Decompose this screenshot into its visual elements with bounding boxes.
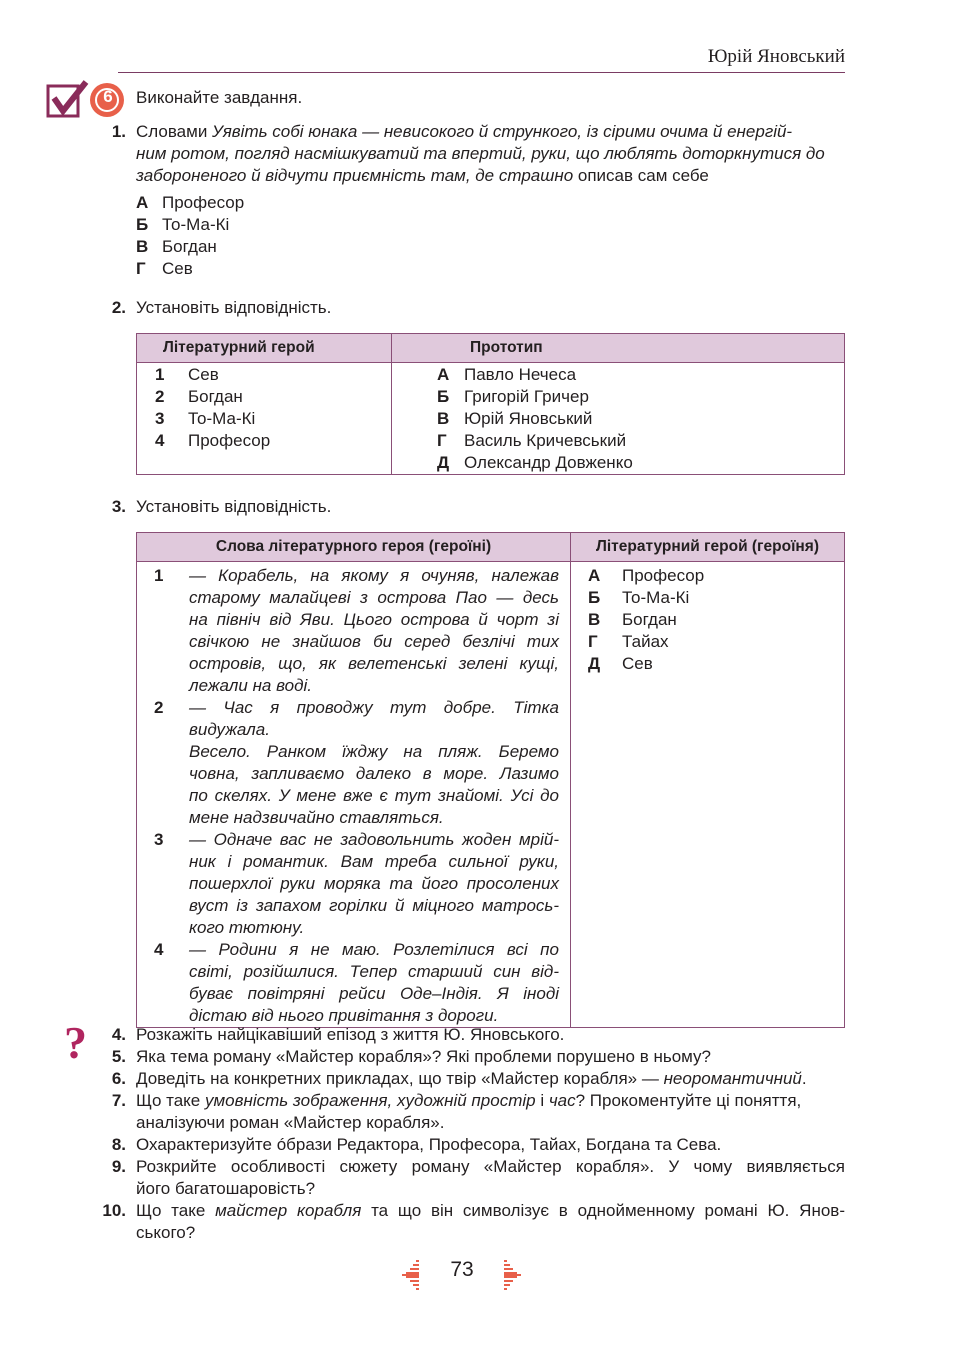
list-item: Б То-Ма-Кі (588, 588, 690, 607)
list-item: В Юрій Яновський (437, 409, 593, 428)
answer-option: А Професор (136, 193, 245, 212)
question-5: 5. Яка тема роману «Майстер корабля»? Які проблеми порушено в ньому? (111, 1047, 712, 1066)
question-number: 2. (111, 298, 126, 317)
running-header-author: Юрій Яновський (707, 46, 845, 67)
task-title: Виконайте завдання. (136, 88, 303, 107)
question-text: Установіть відповідність. (136, 497, 332, 516)
question-text: Словами (136, 122, 213, 141)
question-4: 4. Розкажіть найцікавіший епізод з життя Ю. Яновського. (111, 1025, 565, 1044)
question-9: 9. Розкрийте особливості сюжету роману «Майстер корабля». У чому виявляється його багатошаровість? (111, 1157, 845, 1198)
question-2 (96, 297, 845, 319)
list-item: Д Олександр Довженко (437, 453, 633, 472)
question-7: 7. Що таке умовність зображення, художній простір і час? Прокоментуйте ці поняття, аналізуючи роман «Майстер корабля». (111, 1091, 802, 1132)
column-header: Прототип (392, 334, 845, 363)
quote-text: ним ротом, погляд насмішкуватий та впертий, руки, що люблять доторкнутися до (136, 144, 825, 163)
heroes-cell (137, 363, 392, 475)
question-mark-icon: ? (64, 1017, 87, 1068)
quote-text: забороненого й відчути приємність там, де страшно (136, 166, 574, 185)
answer-option: В Богдан (136, 237, 217, 256)
list-item: 3 — Одначе вас не задовольнить жоден мрій- ник і романтик. Вам треба сильної руки, пошерхлої руки моряка та його просолених вуст із запахом горілки й міцного матрось- кого тютюну. (154, 830, 559, 937)
quotes-cell (137, 562, 571, 1028)
answer-option: Г Сев (136, 259, 193, 278)
checkmark-icon (46, 80, 90, 118)
list-item: А Павло Нечеса (437, 365, 577, 384)
question-number: 3. (111, 497, 126, 516)
column-header: Літературний герой (137, 334, 392, 363)
question-text: описав сам себе (573, 166, 709, 185)
quote-text: Уявіть собі юнака — невисокого й стрункого, із сірими очима й енергій- (212, 122, 793, 141)
list-item: 1 — Корабель, на якому я очуняв, належав старому малайцеві з острова Пао — десь на північ від Яви. Цього острова й чорт зі свічкою не знайшов би серед безлічі тих островів, що, як велетенські зелені кущі, лежали на воді. (154, 566, 559, 695)
list-item: А Професор (588, 566, 705, 585)
list-item: Г Тайах (588, 632, 669, 651)
list-item: 3 То-Ма-Кі (155, 409, 256, 428)
column-header: Літературний герой (героїня) (571, 533, 845, 562)
list-item: 2 Богдан (155, 387, 243, 406)
matching-table-2 (136, 333, 845, 475)
question-3 (96, 496, 845, 518)
header-rule (118, 72, 845, 73)
list-item: 2 — Час я проводжу тут добре. Тітка видужала. Весело. Ранком їжджу на пляж. Беремо човна, запливаємо далеко в море. Лазимо по скелях. У мене вже є тут знайомі. Усі до мене надзвичайно ставляться. (154, 698, 559, 827)
column-header: Слова літературного героя (героїні) (137, 533, 571, 562)
list-item: В Богдан (588, 610, 677, 629)
page-arrow-right-icon (503, 1259, 523, 1291)
question-1 (96, 121, 845, 187)
answer-option: Б То-Ма-Кі (136, 215, 230, 234)
question-8: 8. Охарактеризуйте óбрази Редактора, Професора, Тайах, Богдана та Сева. (111, 1135, 722, 1154)
prototypes-cell (392, 363, 845, 475)
list-item: Б Григорій Гричер (437, 387, 589, 406)
page-number: 73 (450, 1258, 474, 1281)
task-number: 6 (103, 87, 113, 106)
list-item: 4 Професор (155, 431, 271, 450)
list-item: 4 — Родини я не маю. Розлетілися всі по світі, розійшлися. Тепер старший син від- буває повітряні рейси Оде–Індія. Я іноді дістаю від нього привітання з дороги. (154, 940, 559, 1025)
matching-table-3 (136, 532, 845, 1028)
list-item: Д Сев (588, 654, 653, 673)
question-6: 6. Доведіть на конкретних прикладах, що твір «Майстер корабля» — неоромантичний. (111, 1069, 807, 1088)
answer-options (136, 192, 244, 280)
list-item: Г Василь Кричевський (437, 431, 627, 450)
question-10: 10. Що таке майстер корабля та що він символізує в однойменному романі Ю. Янов- ського? (102, 1201, 845, 1242)
characters-cell (571, 562, 845, 1028)
page-arrow-left-icon (400, 1259, 420, 1291)
list-item: 1 Сев (155, 365, 219, 384)
question-number: 1. (111, 122, 126, 141)
question-text: Установіть відповідність. (136, 298, 332, 317)
